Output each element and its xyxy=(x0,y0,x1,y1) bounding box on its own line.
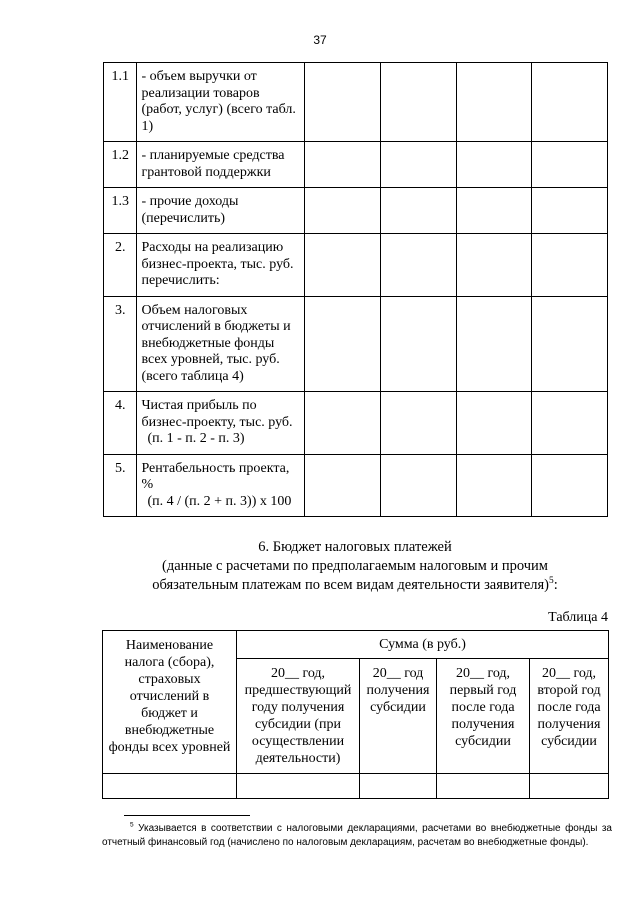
empty-cell xyxy=(305,454,381,517)
table-row xyxy=(104,142,608,188)
empty-cell xyxy=(532,142,608,188)
empty-cell xyxy=(456,392,532,455)
cell xyxy=(237,774,360,799)
empty-cell xyxy=(305,142,381,188)
empty-cell xyxy=(456,188,532,234)
row-label-text: Объем налоговых отчислений в бюджеты и внебюджетные фонды всех уровней, тыс. руб. (всего таблица 4) xyxy=(141,302,291,384)
row-label xyxy=(137,392,305,455)
row-number: 5. xyxy=(104,454,137,517)
row-label-text: Чистая прибыль по бизнес-проекту, тыс. руб. xyxy=(141,398,293,430)
row-label-text: Расходы на реализацию бизнес-проекта, тыс. руб. перечислить: xyxy=(141,240,294,288)
table-row xyxy=(104,188,608,234)
empty-cell xyxy=(532,63,608,142)
row-label xyxy=(137,234,305,297)
table-row xyxy=(104,296,608,392)
header-year-subsidy: 20__ год получения субсидии xyxy=(360,659,437,774)
empty-cell xyxy=(456,454,532,517)
row-number: 1.2 xyxy=(104,142,137,188)
table-row xyxy=(104,454,608,517)
empty-cell xyxy=(381,234,457,297)
row-label xyxy=(137,454,305,517)
header-sum: Сумма (в руб.) xyxy=(237,631,609,659)
row-label-text: - планируемые средства грантовой поддержки xyxy=(141,148,285,180)
empty-cell xyxy=(381,63,457,142)
tax-budget-table xyxy=(102,630,609,799)
empty-cell xyxy=(381,392,457,455)
empty-cell xyxy=(305,188,381,234)
empty-cell xyxy=(381,296,457,392)
empty-cell xyxy=(456,296,532,392)
row-label xyxy=(137,188,305,234)
section-heading xyxy=(100,538,610,595)
header-tax-name: Наименование налога (сбора), страховых отчислений в бюджет и внебюджетные фонды всех уровней xyxy=(103,631,237,774)
empty-cell xyxy=(532,392,608,455)
table-row xyxy=(103,774,609,799)
empty-cell xyxy=(532,296,608,392)
row-number: 1.3 xyxy=(104,188,137,234)
footnote-mark: 5 xyxy=(130,821,134,829)
section-subtitle-line2: обязательным платежам по всем видам деятельности заявителя)$^5$: xyxy=(152,576,558,593)
header-year-prior: 20__ год, предшествующий году получения субсидии (при осуществлении деятельности) xyxy=(237,659,360,774)
row-number: 1.1 xyxy=(104,63,137,142)
cell xyxy=(437,774,530,799)
row-label xyxy=(137,142,305,188)
row-label-text: - прочие доходы (перечислить) xyxy=(141,194,239,226)
row-formula: (п. 1 - п. 2 - п. 3) xyxy=(147,431,245,446)
empty-cell xyxy=(456,63,532,142)
table-label: Таблица 4 xyxy=(548,610,608,625)
empty-cell xyxy=(381,454,457,517)
empty-cell xyxy=(305,392,381,455)
table-row xyxy=(104,234,608,297)
financial-indicators-table xyxy=(103,62,608,517)
empty-cell xyxy=(532,454,608,517)
empty-cell xyxy=(305,296,381,392)
row-label-text: - объем выручки от реализации товаров (работ, услуг) (всего табл. 1) xyxy=(141,69,296,134)
page-number: 37 xyxy=(313,33,327,47)
row-label-text: Рентабельность проекта, % xyxy=(141,460,290,492)
row-label xyxy=(137,296,305,392)
cell xyxy=(360,774,437,799)
table-row xyxy=(104,392,608,455)
row-number: 4. xyxy=(104,392,137,455)
footnote-text: Указывается в соответствии с налоговыми декларациями, расчетами во внебюджетные фонды за отчетный финансовый год (начислено по налоговым декларациям, расчетам во внебюджетные фонды). xyxy=(102,823,612,848)
footnote-divider xyxy=(124,815,250,816)
empty-cell xyxy=(381,188,457,234)
row-label xyxy=(137,63,305,142)
empty-cell xyxy=(532,188,608,234)
cell xyxy=(530,774,609,799)
empty-cell xyxy=(381,142,457,188)
row-formula: (п. 4 / (п. 2 + п. 3)) х 100 xyxy=(147,493,292,509)
empty-cell xyxy=(532,234,608,297)
empty-cell xyxy=(305,63,381,142)
header-year-second: 20__ год, второй год после года получения субсидии xyxy=(530,659,609,774)
row-number: 3. xyxy=(104,296,137,392)
row-number: 2. xyxy=(104,234,137,297)
table-row xyxy=(104,63,608,142)
header-year-first: 20__ год, первый год после года получения субсидии xyxy=(437,659,530,774)
empty-cell xyxy=(456,142,532,188)
section-subtitle-line1: (данные с расчетами по предполагаемым налоговым и прочим xyxy=(162,558,548,574)
section-title: 6. Бюджет налоговых платежей xyxy=(258,539,452,555)
cell xyxy=(103,774,237,799)
empty-cell xyxy=(305,234,381,297)
empty-cell xyxy=(456,234,532,297)
footnote xyxy=(102,822,612,850)
